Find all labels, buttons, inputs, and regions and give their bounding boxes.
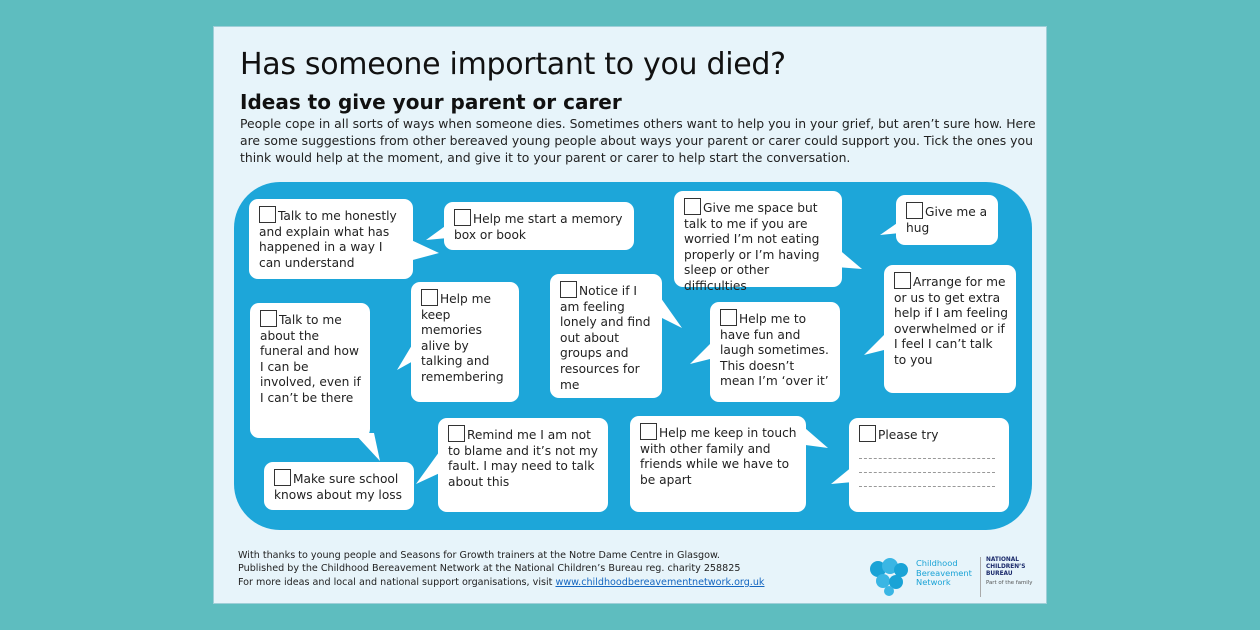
speech-bubble bbox=[849, 418, 1009, 512]
leaflet-sheet bbox=[213, 26, 1047, 604]
bubble-text: Talk to me about the funeral and how I can be involved, even if I can’t be there bbox=[260, 313, 361, 405]
bubble-text: Make sure school knows about my loss bbox=[274, 472, 402, 502]
tick-checkbox[interactable] bbox=[454, 209, 471, 226]
tick-checkbox[interactable] bbox=[421, 289, 438, 306]
tick-checkbox[interactable] bbox=[684, 198, 701, 215]
speech-bubble bbox=[249, 199, 413, 279]
page-title: Has someone important to you died? bbox=[240, 47, 786, 82]
ncb-logo bbox=[980, 557, 1040, 597]
bubble-tail bbox=[831, 466, 853, 490]
bubble-text: Give me a hug bbox=[906, 205, 988, 235]
bubble-tail bbox=[416, 448, 442, 488]
tick-checkbox[interactable] bbox=[260, 310, 277, 327]
speech-bubble bbox=[438, 418, 608, 512]
bubble-tail bbox=[864, 331, 888, 359]
bubble-text: Talk to me honestly and explain what has happened in a way I can understand bbox=[259, 209, 397, 270]
bubble-text: Notice if I am feeling lonely and find out about groups and resources for me bbox=[560, 284, 651, 392]
ncb-logo-tagline: Part of the family bbox=[986, 580, 1033, 586]
speech-bubble bbox=[250, 303, 370, 438]
bubble-tail bbox=[690, 340, 714, 368]
bubble-text: Arrange for me or us to get extra help if I am feeling overwhelmed or if I feel I can’t talk to you bbox=[894, 275, 1008, 367]
speech-bubble bbox=[264, 462, 414, 510]
cbn-logo-icon bbox=[866, 557, 912, 597]
tick-checkbox[interactable] bbox=[274, 469, 291, 486]
tick-checkbox[interactable] bbox=[720, 309, 737, 326]
ncb-logo-name: NATIONAL CHILDREN’S BUREAU bbox=[986, 557, 1026, 577]
speech-bubble bbox=[444, 202, 634, 250]
tick-checkbox[interactable] bbox=[640, 423, 657, 440]
bubble-text: Help me keep in touch with other family and friends while we have to be apart bbox=[640, 426, 797, 487]
footer-publisher: Published by the Childhood Bereavement Network at the National Children’s Bureau reg. charity 258825 bbox=[238, 563, 741, 575]
speech-bubble bbox=[674, 191, 842, 293]
speech-bubble bbox=[884, 265, 1016, 393]
speech-bubble bbox=[896, 195, 998, 245]
write-in-line[interactable] bbox=[859, 458, 995, 459]
suggestions-panel bbox=[234, 182, 1032, 530]
bubble-tail bbox=[397, 340, 415, 374]
bubble-text: Help me start a memory box or book bbox=[454, 212, 623, 242]
tick-checkbox[interactable] bbox=[894, 272, 911, 289]
speech-bubble bbox=[411, 282, 519, 402]
tick-checkbox[interactable] bbox=[560, 281, 577, 298]
cbn-website-link[interactable]: www.childhoodbereavementnetwork.org.uk bbox=[555, 576, 765, 588]
intro-text: People cope in all sorts of ways when someone dies. Sometimes others want to help you in your grief, but aren’t sure how. Here are some suggestions from other bereaved young people about ways your parent or carer could support you. Tick the ones you think would help at the moment, and give it to your parent or carer to help start the conversation. bbox=[240, 116, 1036, 165]
footer-thanks: With thanks to young people and Seasons for Growth trainers at the Notre Dame Centre in Glasgow. bbox=[238, 550, 720, 561]
bubble-tail bbox=[880, 221, 900, 241]
speech-bubble bbox=[550, 274, 662, 398]
bubble-tail bbox=[658, 294, 682, 330]
bubble-text: Please try bbox=[878, 428, 939, 442]
bubble-text: Help me to have fun and laugh sometimes. This doesn’t mean I’m ‘over it’ bbox=[720, 312, 829, 389]
tick-checkbox[interactable] bbox=[859, 425, 876, 442]
speech-bubble bbox=[630, 416, 806, 512]
bubble-tail bbox=[798, 422, 828, 452]
write-in-line[interactable] bbox=[859, 472, 995, 473]
footer-credits bbox=[238, 549, 765, 589]
cbn-logo-name: Childhood Bereavement Network bbox=[916, 558, 972, 588]
page-subtitle: Ideas to give your parent or carer bbox=[240, 90, 622, 114]
footer-more-text: For more ideas and local and national support organisations, visit bbox=[238, 576, 553, 588]
bubble-tail bbox=[836, 247, 862, 275]
tick-checkbox[interactable] bbox=[259, 206, 276, 223]
bubble-tail bbox=[426, 224, 448, 246]
write-in-line[interactable] bbox=[859, 486, 995, 487]
bubble-tail bbox=[350, 433, 380, 463]
cbn-logo bbox=[866, 557, 978, 597]
bubble-text: Give me space but talk to me if you are worried I’m not eating properly or I’m having sleep or other difficulties bbox=[684, 201, 820, 293]
speech-bubble bbox=[710, 302, 840, 402]
tick-checkbox[interactable] bbox=[906, 202, 923, 219]
bubble-text: Remind me I am not to blame and it’s not my fault. I may need to talk about this bbox=[448, 428, 598, 489]
tick-checkbox[interactable] bbox=[448, 425, 465, 442]
footer-more-info bbox=[238, 576, 765, 589]
bubble-text: Help me keep memories alive by talking and remembering bbox=[421, 292, 504, 384]
